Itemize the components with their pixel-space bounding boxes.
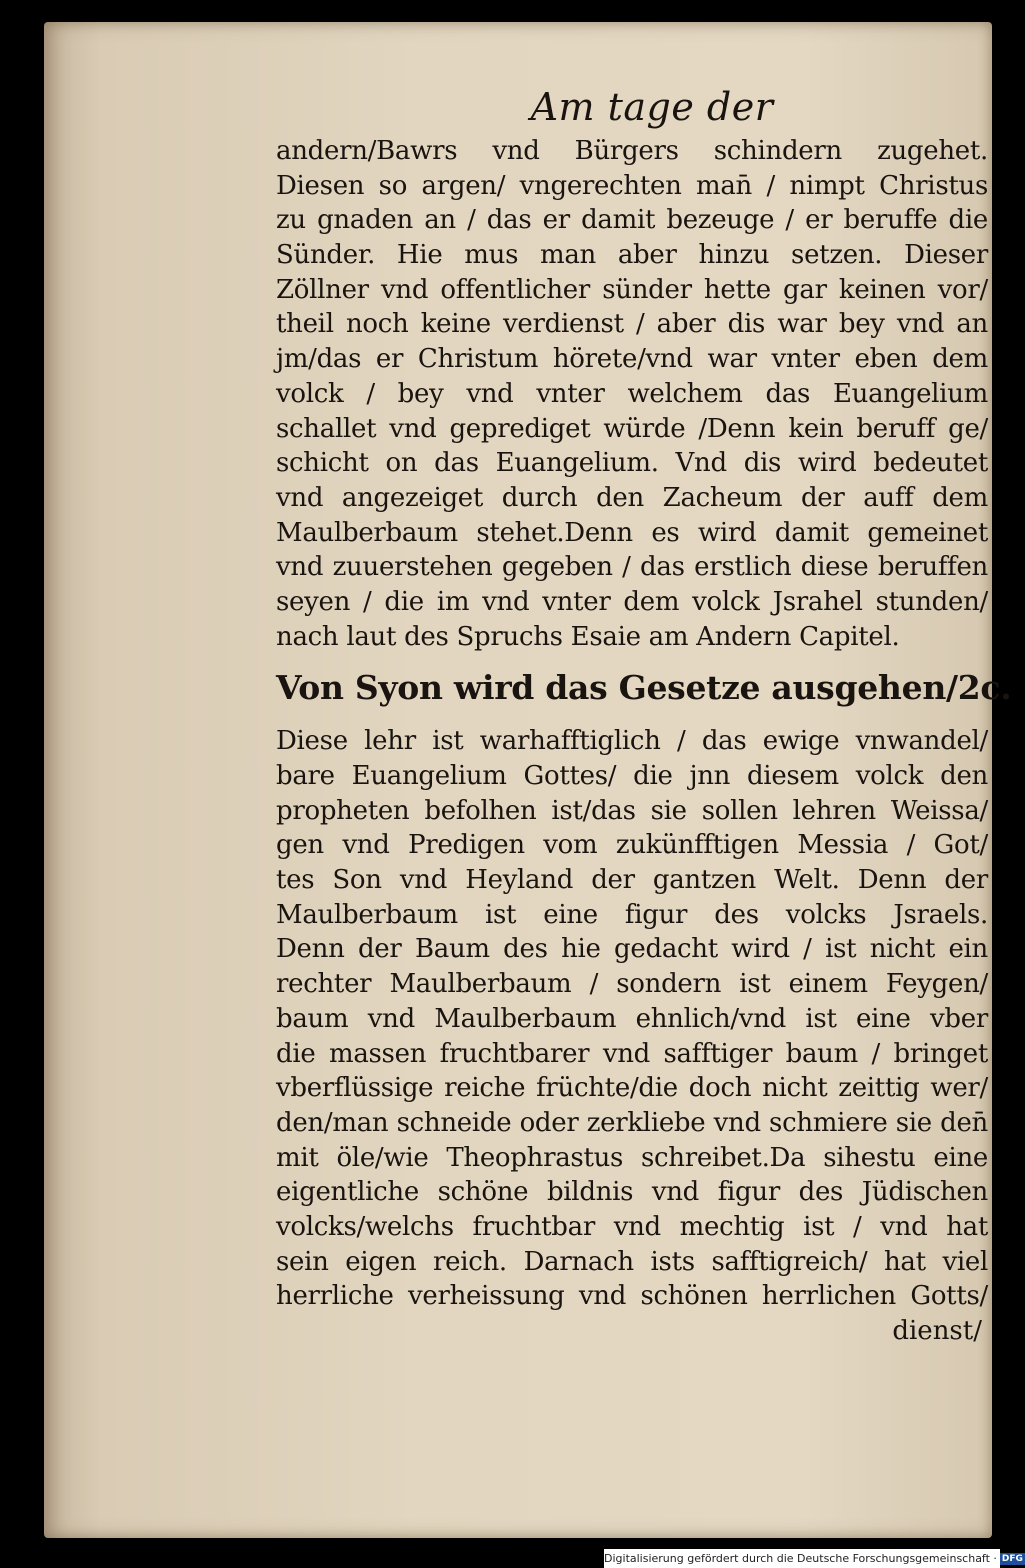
text-line: volck / bey vnd vnter welchem das Euangelium <box>276 378 988 409</box>
text-line: herrliche verheissung vnd schönen herrlichen Gotts/ <box>276 1281 988 1312</box>
text-line: seyen / die im vnd vnter dem volck Jsrahel stunden/ <box>276 586 988 617</box>
catchword: dienst/ <box>892 1316 982 1346</box>
text-line: Sünder. Hie mus man aber hinzu setzen. Dieser <box>276 240 988 271</box>
running-head: Am tage der <box>530 85 774 129</box>
funding-footer <box>604 1549 1023 1568</box>
text-line: vnd angezeiget durch den Zacheum der auff dem <box>276 482 988 513</box>
text-line: bare Euangelium Gottes/ die jnn diesem volck den <box>276 761 988 791</box>
text-line: theil noch keine verdienst / aber dis war bey vnd an <box>276 309 988 340</box>
text-line: Maulberbaum ist eine figur des volcks Jsraels. <box>276 899 988 930</box>
text-line: Diesen so argen/ vngerechten man̄ / nimpt Christus <box>276 170 988 201</box>
text-line: propheten befolhen ist/das sie sollen lehren Weissa/ <box>276 795 988 826</box>
text-line: nach laut des Spruchs Esaie am Andern Capitel. <box>276 621 900 652</box>
footer-text: Digitalisierung gefördert durch die Deutsche Forschungsgemeinschaft · <box>604 1552 997 1565</box>
text-line: eigentliche schöne bildnis vnd figur des Jüdischen <box>276 1177 988 1208</box>
paragraph-1 <box>276 134 988 654</box>
text-line: die massen fruchtbarer vnd safftiger baum / bringet <box>276 1038 988 1069</box>
text-line: andern/Bawrs vnd Bürgers schindern zugehet. <box>276 136 988 166</box>
page-text <box>276 80 1012 1348</box>
text-line: zu gnaden an / das er damit bezeuge / er beruffe die <box>276 205 988 236</box>
text-line: vberflüssige reiche früchte/die doch nicht zeittig wer/ <box>276 1073 988 1104</box>
text-line: sein eigen reich. Darnach ists safftigreich/ hat viel <box>276 1246 988 1277</box>
text-line: schicht on das Euangelium. Vnd dis wird bedeutet <box>276 448 988 479</box>
text-line: rechter Maulberbaum / sondern ist einem Feygen/ <box>276 969 988 1000</box>
text-line: schallet vnd geprediget würde /Denn kein beruff ge/ <box>276 413 988 444</box>
dfg-logo: DFG <box>1001 1554 1023 1564</box>
text-line: Diese lehr ist warhafftiglich / das ewige vnwandel/ <box>276 726 988 757</box>
text-line: volcks/welchs fruchtbar vnd mechtig ist / vnd hat <box>276 1211 988 1242</box>
text-line: tes Son vnd Heyland der gantzen Welt. Denn der <box>276 865 988 896</box>
subheading: Von Syon wird das Gesetze ausgehen/2c. <box>276 668 1012 708</box>
text-line: vnd zuuerstehen gegeben / das erstlich diese beruffen <box>276 552 988 583</box>
text-line: jm/das er Christum hörete/vnd war vnter eben dem <box>276 344 988 375</box>
text-line: Maulberbaum stehet.Denn es wird damit gemeinet <box>276 517 988 548</box>
text-line: baum vnd Maulberbaum ehnlich/vnd ist eine vber <box>276 1003 988 1034</box>
text-line: mit öle/wie Theophrastus schreibet.Da sihestu eine <box>276 1142 988 1173</box>
text-line: den/man schneide oder zerkliebe vnd schmiere sie den̄ <box>276 1107 988 1138</box>
paragraph-2 <box>276 724 988 1314</box>
text-line: gen vnd Predigen vom zukünfftigen Messia / Got/ <box>276 830 988 861</box>
text-line: Zöllner vnd offentlicher sünder hette gar keinen vor/ <box>276 274 988 305</box>
text-line: Denn der Baum des hie gedacht wird / ist nicht ein <box>276 934 988 965</box>
